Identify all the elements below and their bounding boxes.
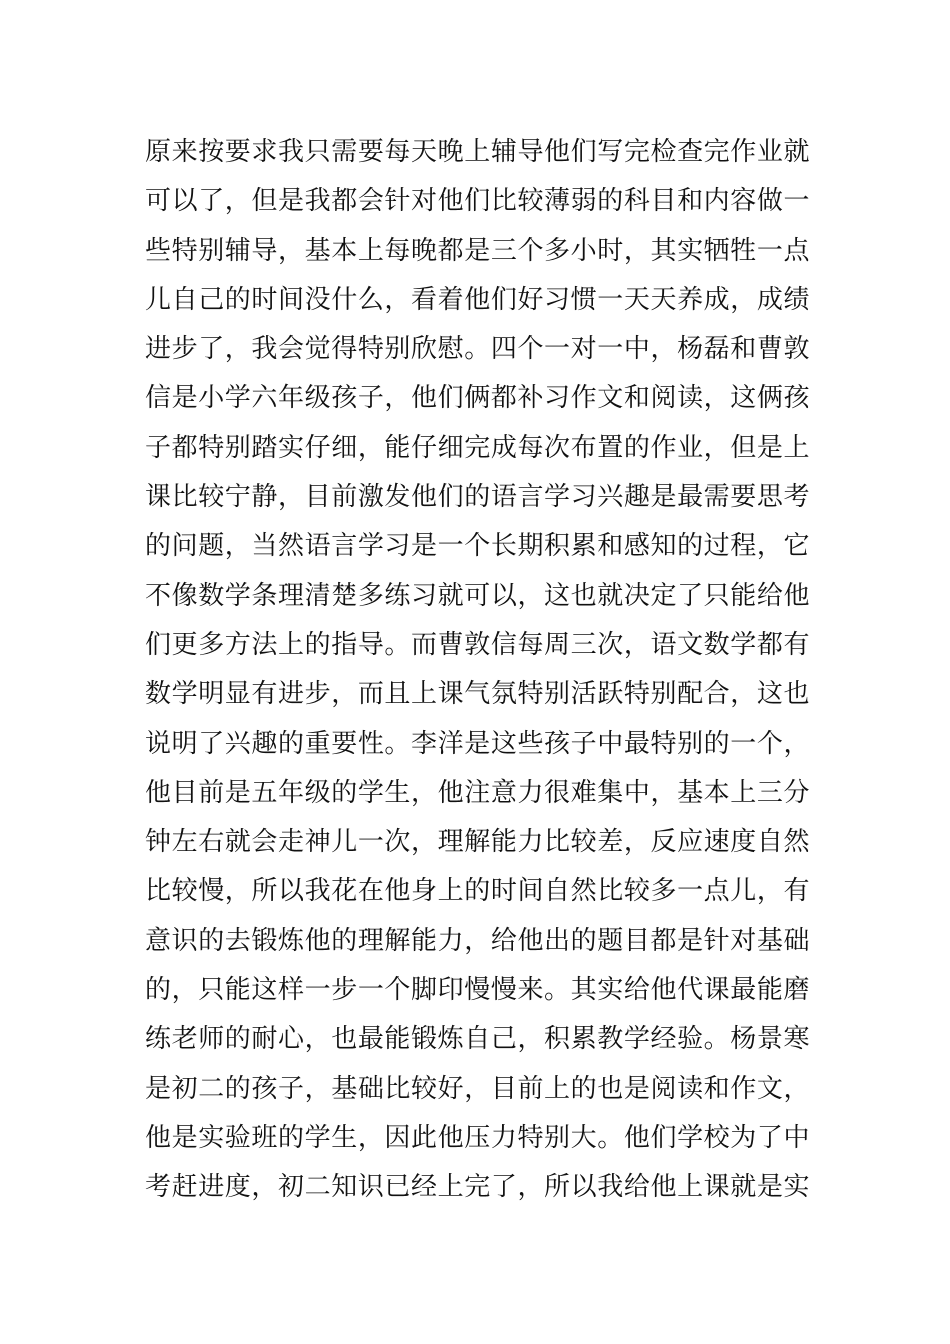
text-line: 他是实验班的学生，因此他压力特别大。他们学校为了中 bbox=[145, 1122, 810, 1153]
text-line: 不像数学条理清楚多练习就可以，这也就决定了只能给他 bbox=[145, 580, 810, 611]
text-line: 些特别辅导，基本上每晚都是三个多小时，其实牺牲一点 bbox=[145, 235, 810, 266]
text-line: 是初二的孩子，基础比较好，目前上的也是阅读和作文， bbox=[145, 1073, 810, 1104]
text-line: 比较慢，所以我花在他身上的时间自然比较多一点儿，有 bbox=[145, 876, 810, 907]
text-line: 钟左右就会走神儿一次，理解能力比较差，反应速度自然 bbox=[145, 827, 810, 858]
body-text bbox=[145, 128, 810, 1213]
text-line: 课比较宁静，目前激发他们的语言学习兴趣是最需要思考 bbox=[145, 482, 810, 513]
text-line: 子都特别踏实仔细，能仔细完成每次布置的作业，但是上 bbox=[145, 432, 810, 463]
text-line: 原来按要求我只需要每天晚上辅导他们写完检查完作业就 bbox=[145, 137, 810, 167]
text-line: 进步了，我会觉得特别欣慰。四个一对一中，杨磊和曹敦 bbox=[145, 334, 810, 365]
text-line: 可以了，但是我都会针对他们比较薄弱的科目和内容做一 bbox=[145, 186, 810, 217]
text-line: 数学明显有进步，而且上课气氛特别活跃特别配合，这也 bbox=[145, 679, 810, 710]
text-line: 儿自己的时间没什么，看着他们好习惯一天天养成，成绩 bbox=[145, 284, 810, 315]
text-line: 的，只能这样一步一个脚印慢慢来。其实给他代课最能磨 bbox=[145, 975, 810, 1006]
text-line: 练老师的耐心，也最能锻炼自己，积累教学经验。杨景寒 bbox=[145, 1024, 810, 1055]
text-line: 信是小学六年级孩子，他们俩都补习作文和阅读，这俩孩 bbox=[145, 383, 810, 414]
text-line: 他目前是五年级的学生，他注意力很难集中，基本上三分 bbox=[145, 777, 810, 808]
text-line: 们更多方法上的指导。而曹敦信每周三次，语文数学都有 bbox=[145, 629, 810, 660]
text-line: 的问题，当然语言学习是一个长期积累和感知的过程，它 bbox=[145, 531, 810, 562]
text-line: 考赶进度，初二知识已经上完了，所以我给他上课就是实 bbox=[145, 1172, 810, 1203]
text-line: 说明了兴趣的重要性。李洋是这些孩子中最特别的一个， bbox=[145, 728, 810, 759]
text-line: 意识的去锻炼他的理解能力，给他出的题目都是针对基础 bbox=[145, 925, 810, 956]
